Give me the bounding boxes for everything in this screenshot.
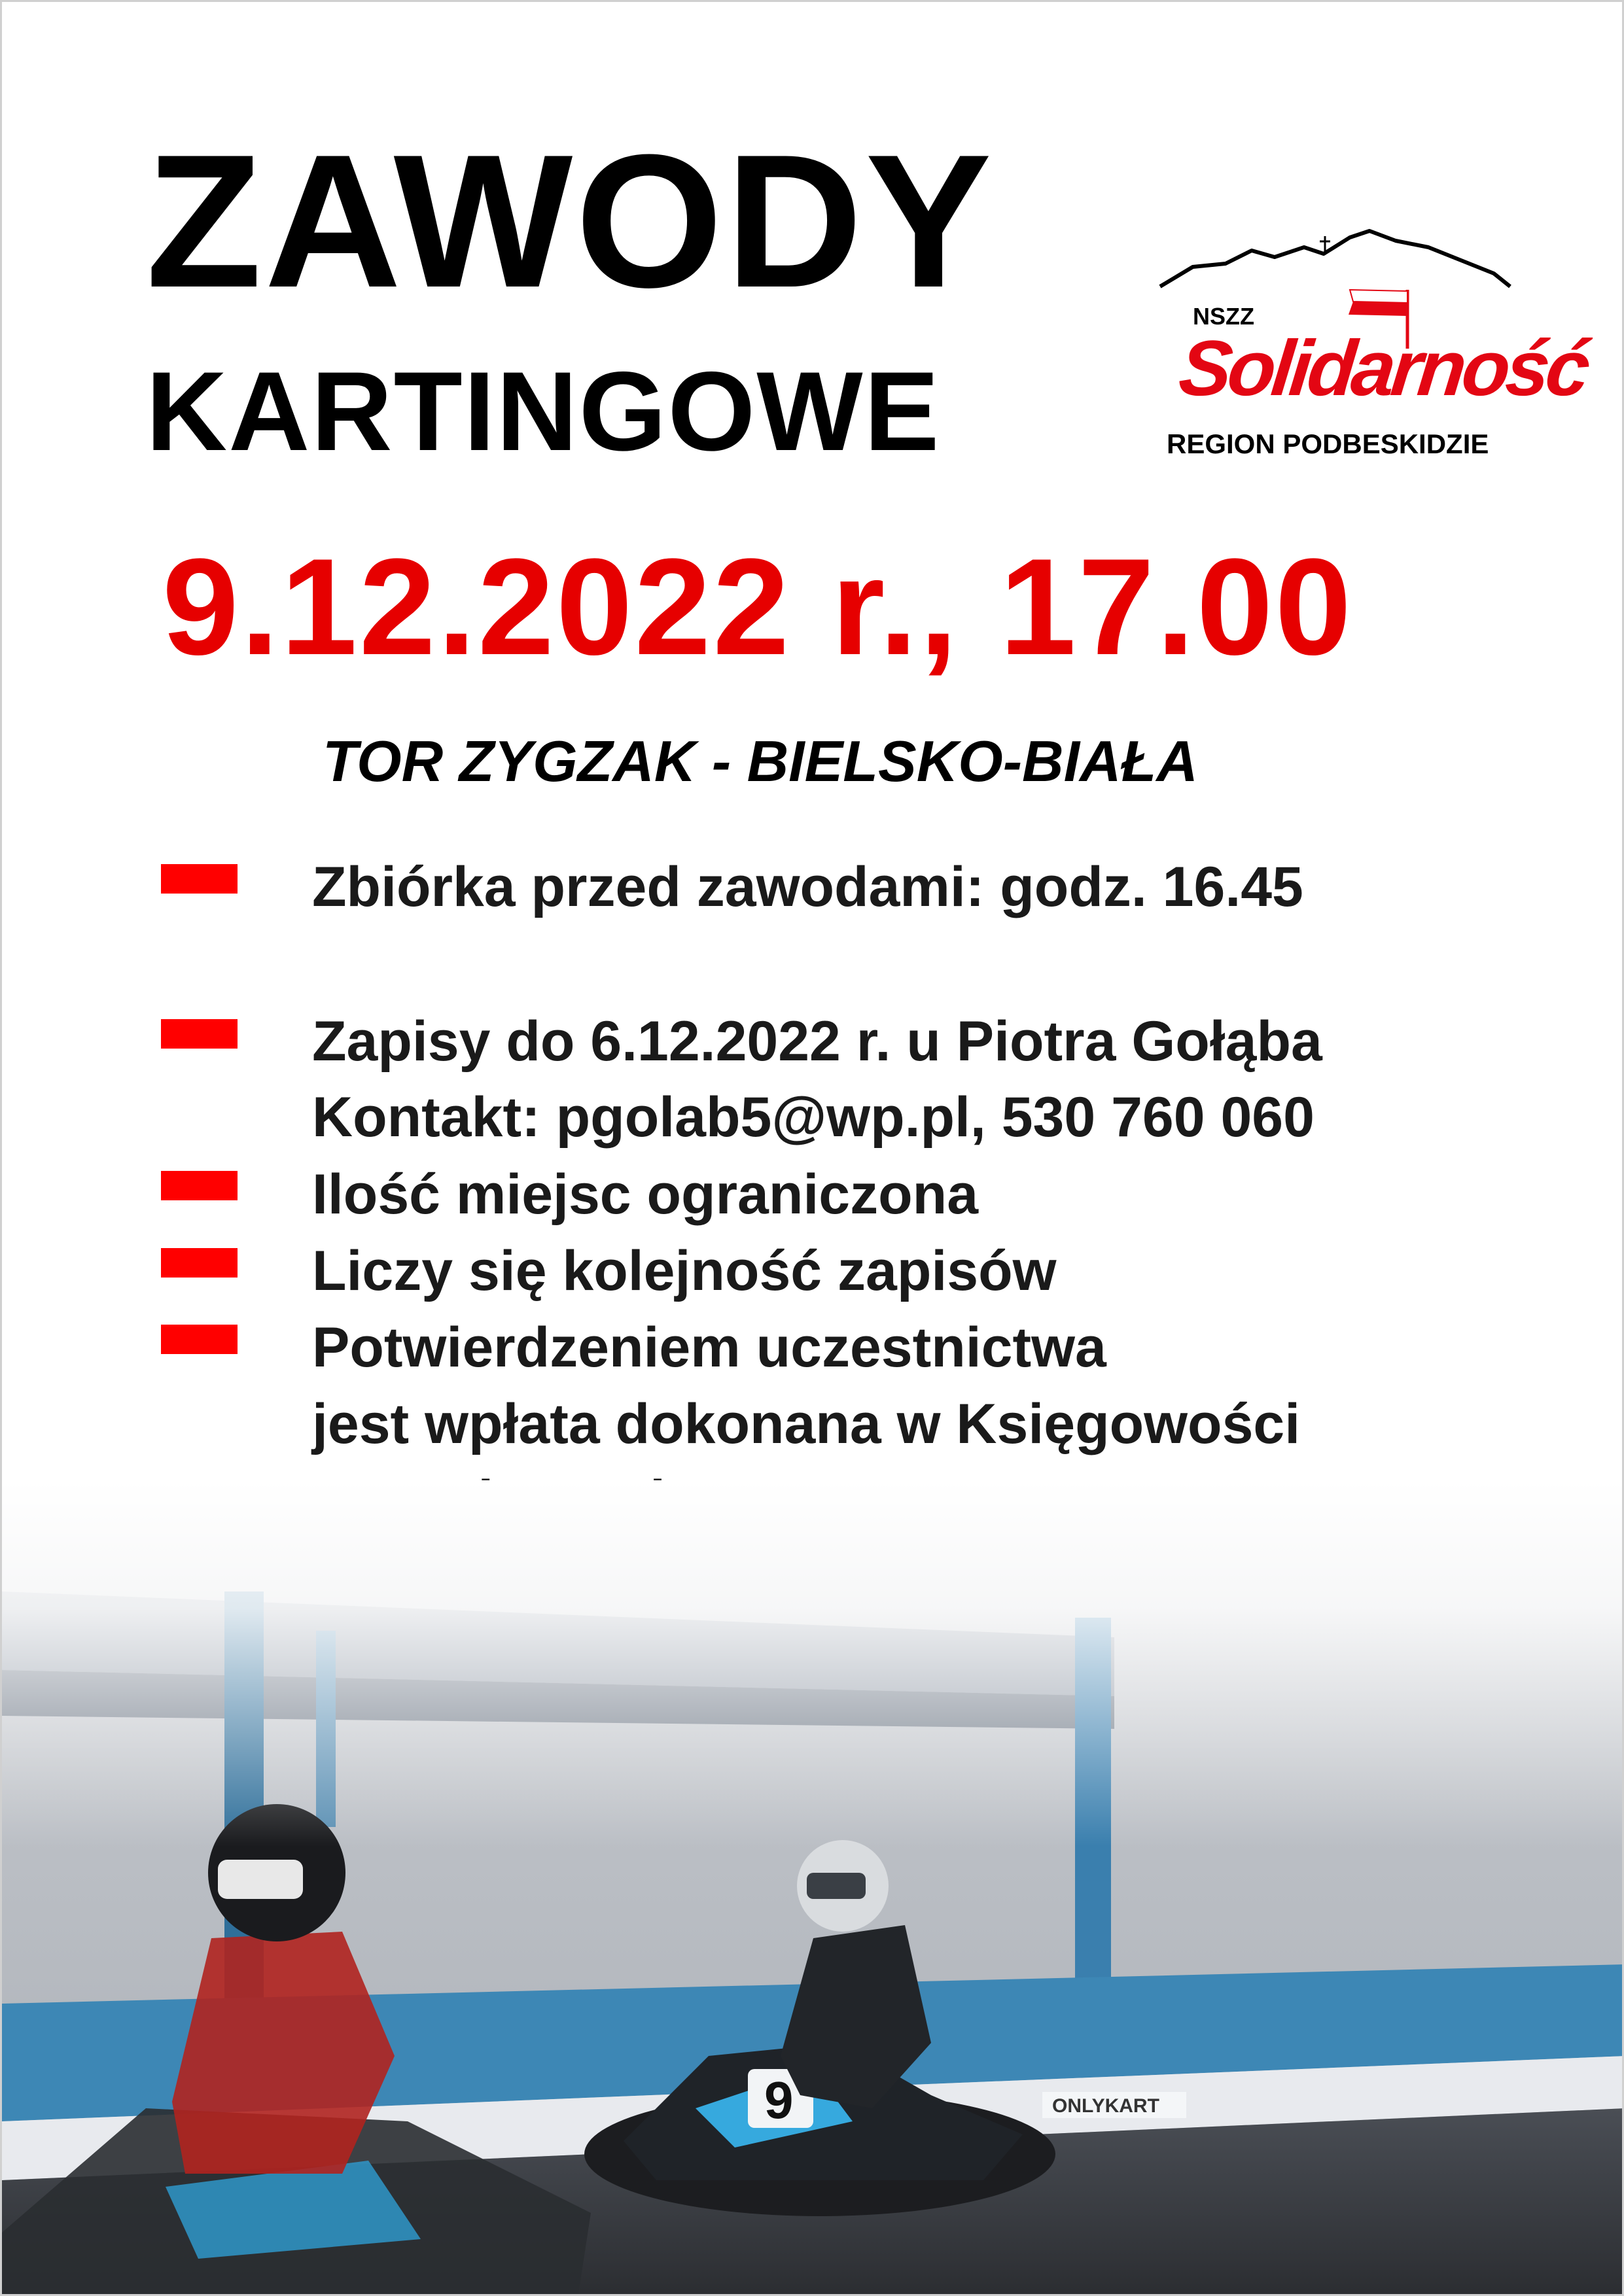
bullet-text: Ilość miejsc ograniczona (312, 1163, 979, 1226)
bullet-text: Kontakt: pgolab5@wp.pl, 530 760 060 (312, 1086, 1315, 1149)
bullet-text: Potwierdzeniem uczestnictwa (312, 1316, 1106, 1379)
logo-prefix: NSZZ (1193, 303, 1254, 330)
bullet-marker (161, 864, 238, 894)
title-line-2: KARTINGOWE (146, 349, 941, 474)
bullet-text: jest wpłata dokonana w Księgowości (312, 1393, 1301, 1455)
logo-region: REGION PODBESKIDZIE (1167, 428, 1489, 459)
bullet-marker (161, 1248, 238, 1278)
photo-fade (2, 1480, 1624, 1847)
title-line-1: ZAWODY (146, 115, 995, 327)
bullet-marker (161, 1171, 238, 1200)
event-venue: TOR ZYGZAK - BIELSKO-BIAŁA (323, 729, 1198, 793)
bullet-marker (161, 1325, 238, 1354)
go-kart-race-photo (2, 1480, 1624, 2296)
logo-name: Solidarność (1174, 324, 1591, 412)
event-date-time: 9.12.2022 r., 17.00 (162, 530, 1354, 684)
bullet-text: Zapisy do 6.12.2022 r. u Piotra Gołąba (312, 1010, 1322, 1073)
bullet-marker (161, 1019, 238, 1049)
banner-text: ONLYKART (1052, 2095, 1159, 2117)
bullet-text: Liczy się kolejność zapisów (312, 1240, 1057, 1302)
bullet-text: Zbiórka przed zawodami: godz. 16.45 (312, 856, 1303, 918)
kart-number: 9 (764, 2071, 794, 2129)
solidarnosc-logo (1154, 224, 1591, 473)
